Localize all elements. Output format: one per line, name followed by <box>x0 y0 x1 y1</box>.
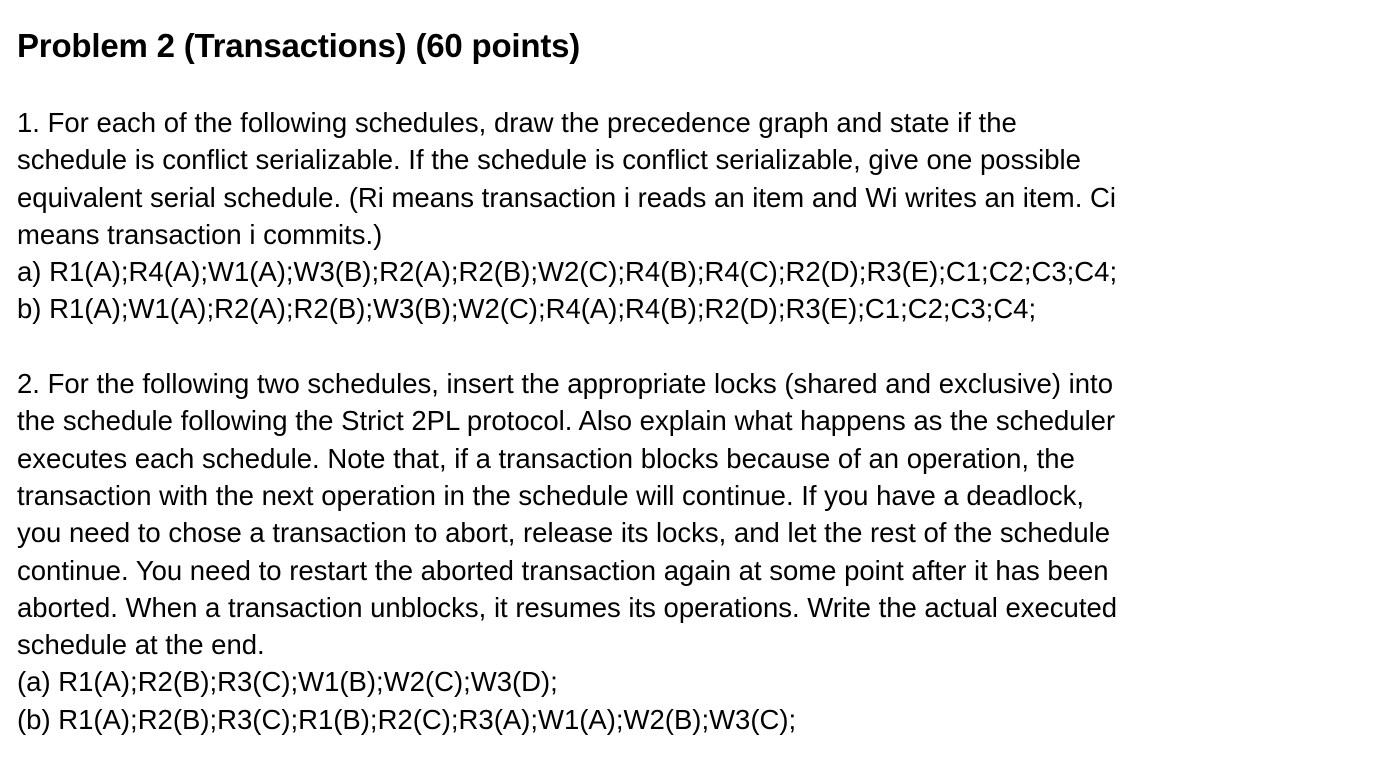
q2-schedule-b: (b) R1(A);R2(B);R3(C);R1(B);R2(C);R3(A);W1(A);W2(B);W3(C); <box>17 703 797 735</box>
q2-line: the schedule following the Strict 2PL protocol. Also explain what happens as the scheduler <box>17 405 1116 437</box>
q1-line: 1. For each of the following schedules, draw the precedence graph and state if the <box>17 107 1017 138</box>
q2-line: continue. You need to restart the aborted transaction again at some point after it has been <box>17 554 1109 586</box>
q2-line: schedule at the end. <box>17 629 265 661</box>
question-1 <box>17 104 1367 328</box>
q2-line: aborted. When a transaction unblocks, it resumes its operations. Write the actual executed <box>17 591 1118 623</box>
problem-title: Problem 2 (Transactions) (60 points) <box>17 27 581 64</box>
q2-line: transaction with the next operation in the schedule will continue. If you have a deadlock, <box>17 479 1085 511</box>
q2-line: 2. For the following two schedules, insert the appropriate locks (shared and exclusive) into <box>17 368 1113 400</box>
q1-line: means transaction i commits.) <box>17 218 383 250</box>
document-body <box>17 24 1367 738</box>
q1-line: equivalent serial schedule. (Ri means transaction i reads an item and Wi writes an item. Ci <box>17 181 1116 213</box>
q2-line: executes each schedule. Note that, if a transaction blocks because of an operation, the <box>17 442 1075 474</box>
paragraph-spacer <box>17 328 1367 365</box>
q2-line: you need to chose a transaction to abort, release its locks, and let the rest of the schedule <box>17 517 1111 549</box>
q2-schedule-a: (a) R1(A);R2(B);R3(C);W1(B);W2(C);W3(D); <box>17 666 558 698</box>
q1-schedule-a: a) R1(A);R4(A);W1(A);W3(B);R2(A);R2(B);W2(C);R4(B);R4(C);R2(D);R3(E);C1;C2;C3;C4; <box>17 256 1118 288</box>
question-2 <box>17 365 1367 738</box>
q1-line: schedule is conflict serializable. If the schedule is conflict serializable, give one possible <box>17 144 1081 176</box>
q1-schedule-b: b) R1(A);W1(A);R2(A);R2(B);W3(B);W2(C);R4(A);R4(B);R2(D);R3(E);C1;C2;C3;C4; <box>17 293 1037 325</box>
